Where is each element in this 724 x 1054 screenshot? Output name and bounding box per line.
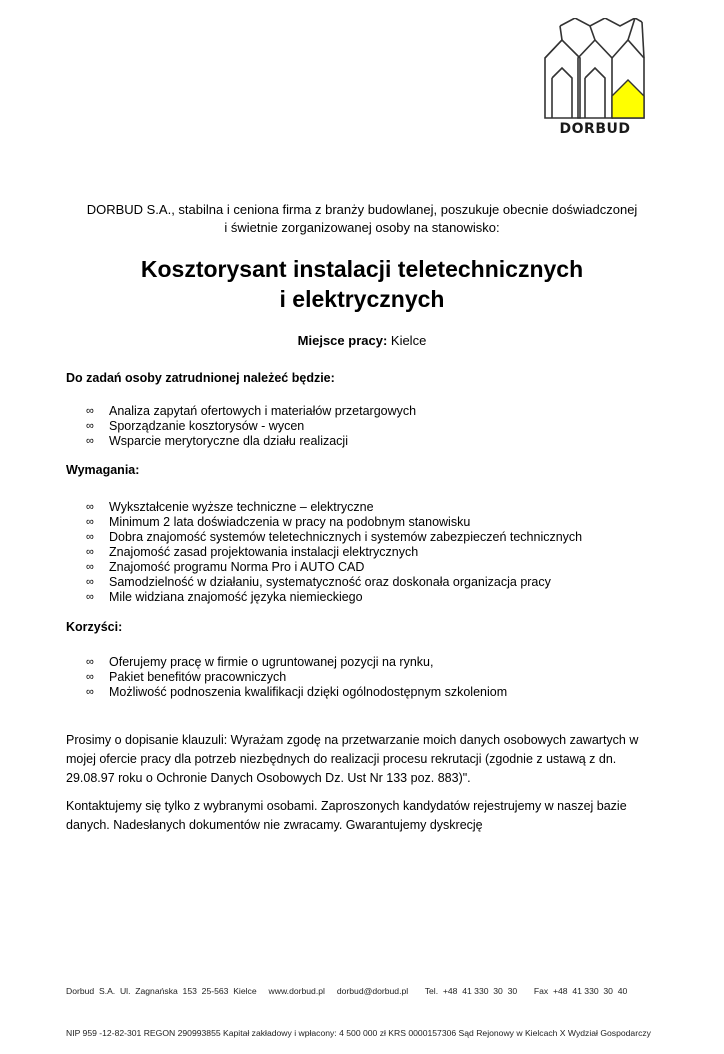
bullet-icon: ∞ <box>86 531 94 543</box>
logo-text: DORBUD <box>559 121 631 137</box>
list-item: ∞ Możliwość podnoszenia kwalifikacji dzięki ogólnodostępnym szkoleniom <box>86 685 508 699</box>
work-place <box>60 333 664 348</box>
bullet-icon: ∞ <box>86 516 94 528</box>
consent-clause: Prosimy o dopisanie klauzuli: Wyrażam zgodę na przetwarzanie moich danych osobowych zawartych w mojej ofercie pracy dla potrzeb niezbędnych do realizacji procesu rekrutacji (zgodnie z ustawą z dn. 29.08.97 roku o Ochronie Danych Osobowych Dz. Ust Nr 133 poz. 883)". <box>66 733 639 785</box>
requirements-list <box>86 500 582 605</box>
yellow-house-fill <box>612 80 644 118</box>
bullet-icon: ∞ <box>86 501 94 513</box>
list-item: ∞ Wykształcenie wyższe techniczne – elektryczne <box>86 500 374 514</box>
bullet-icon: ∞ <box>86 671 94 683</box>
job-title-line-1: Kosztorysant instalacji teletechnicznych <box>140 256 584 282</box>
bullet-icon: ∞ <box>86 686 94 698</box>
list-item: ∞ Oferujemy pracę w firmie o ugruntowanej pozycji na rynku, <box>86 655 434 669</box>
bullet-icon: ∞ <box>86 576 94 588</box>
list-item: ∞ Znajomość zasad projektowania instalacji elektrycznych <box>86 545 419 559</box>
benefits-heading: Korzyści: <box>66 620 123 634</box>
bullet-icon: ∞ <box>86 405 94 417</box>
work-place-label: Miejsce pracy: <box>297 333 388 348</box>
footer-line-2: NIP 959 -12-82-301 REGON 290993855 Kapitał zakładowy i wpłacony: 4 500 000 zł KRS 0000157306 Sąd Rejonowy w Kielcach X Wydział Gospodarczy <box>66 1028 651 1038</box>
houses-logo-icon <box>540 18 650 123</box>
bullet-icon: ∞ <box>86 656 94 668</box>
list-item: ∞ Minimum 2 lata doświadczenia w pracy na podobnym stanowisku <box>86 515 471 529</box>
contact-paragraph: Kontaktujemy się tylko z wybranymi osobami. Zaproszonych kandydatów rejestrujemy w naszej bazie danych. Nadesłanych dokumentów nie zwracamy. Gwarantujemy dyskrecję <box>66 799 627 832</box>
bullet-icon: ∞ <box>86 591 94 603</box>
list-item: ∞ Sporządzanie kosztorysów - wycen <box>86 419 305 433</box>
work-place-value: Kielce <box>387 333 427 348</box>
benefits-list <box>86 655 507 700</box>
intro-paragraph <box>60 201 664 237</box>
list-item: ∞ Wsparcie merytoryczne dla działu realizacji <box>86 434 348 448</box>
requirements-heading: Wymagania: <box>66 463 140 477</box>
bullet-icon: ∞ <box>86 435 94 447</box>
intro-line-1: DORBUD S.A., stabilna i ceniona firma z branży budowlanej, poszukuje obecnie doświadczonej <box>86 202 638 217</box>
list-item: ∞ Pakiet benefitów pracowniczych <box>86 670 287 684</box>
job-title <box>60 254 664 314</box>
footer-line-1: Dorbud S.A. Ul. Zagnańska 153 25-563 Kielce www.dorbud.pl dorbud@dorbud.pl Tel. +48 41 330 30 30 Fax +48 41 330 30 40 <box>66 986 628 996</box>
list-item: ∞ Dobra znajomość systemów teletechnicznych i systemów zabezpieczeń technicznych <box>86 530 583 544</box>
list-item: ∞ Mile widziana znajomość języka niemieckiego <box>86 590 363 604</box>
list-item: ∞ Znajomość programu Norma Pro i AUTO CAD <box>86 560 365 574</box>
bullet-icon: ∞ <box>86 420 94 432</box>
list-item: ∞ Analiza zapytań ofertowych i materiałów przetargowych <box>86 404 417 418</box>
intro-line-2: i świetnie zorganizowanej osoby na stanowisko: <box>224 220 500 235</box>
bullet-icon: ∞ <box>86 561 94 573</box>
bullet-icon: ∞ <box>86 546 94 558</box>
duties-list <box>86 404 416 449</box>
dorbud-logo <box>540 18 650 138</box>
duties-heading: Do zadań osoby zatrudnionej należeć będzie: <box>66 371 335 385</box>
footer <box>66 956 666 1054</box>
list-item: ∞ Samodzielność w działaniu, systematyczność oraz doskonała organizacja pracy <box>86 575 551 589</box>
job-title-line-2: i elektrycznych <box>279 286 445 312</box>
